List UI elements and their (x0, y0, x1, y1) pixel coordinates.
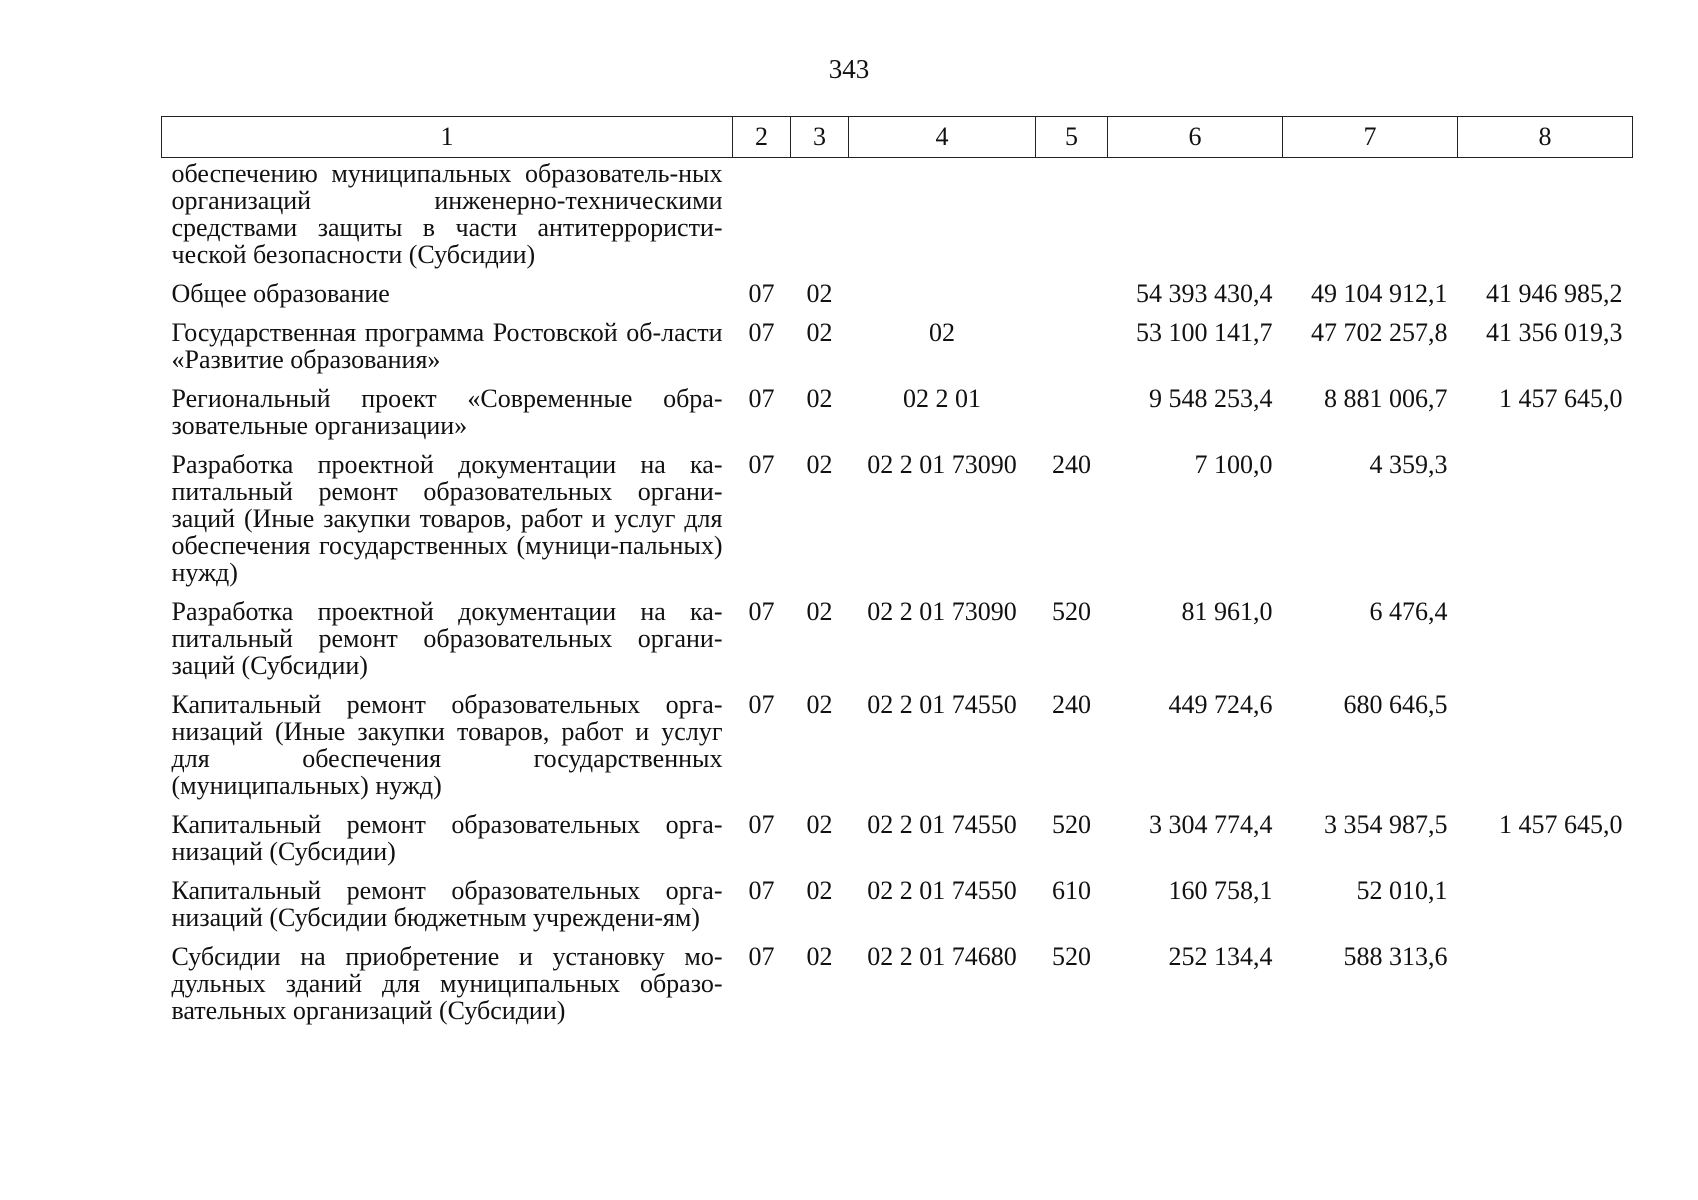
table-row (162, 598, 1633, 691)
cell-name: Капитальный ремонт образовательных орга-низаций (Субсидии бюджетным учреждени-ям) (171, 876, 723, 932)
cell-name: Разработка проектной документации на ка-питальный ремонт образовательных органи-заций (Субсидии) (171, 597, 723, 680)
cell-amount-col6: 252 134,4 (1168, 942, 1273, 971)
cell-amount-col8 (1458, 943, 1633, 1036)
cell-amount-col7: 588 313,6 (1343, 942, 1448, 971)
cell-expense-type: 520 (1052, 810, 1091, 839)
cell-subsection: 02 (806, 384, 833, 413)
table-row (162, 943, 1633, 1036)
cell-section: 07 (748, 450, 775, 479)
cell-amount-col7: 52 010,1 (1356, 876, 1448, 905)
cell-target-article: 02 2 01 74550 (867, 876, 1017, 905)
cell-expense-type (1036, 385, 1108, 451)
cell-subsection: 02 (806, 279, 833, 308)
cell-amount-col7: 47 702 257,8 (1311, 318, 1448, 347)
cell-name: Субсидии на приобретение и установку мо-дульных зданий для муниципальных образо-вательных организаций (Субсидии) (171, 942, 723, 1025)
cell-target-article: 02 2 01 74550 (867, 690, 1017, 719)
cell-amount-col6: 449 724,6 (1168, 690, 1273, 719)
cell-amount-col8: 1 457 645,0 (1499, 384, 1623, 413)
cell-amount-col6: 7 100,0 (1194, 450, 1273, 479)
table-row (162, 811, 1633, 877)
cell-subsection: 02 (806, 876, 833, 905)
cell-amount-col6: 81 961,0 (1181, 597, 1273, 626)
cell-amount-col7: 49 104 912,1 (1311, 279, 1448, 308)
header-col-6: 6 (1108, 117, 1283, 158)
cell-amount-col7: 8 881 006,7 (1324, 384, 1448, 413)
cell-name: Капитальный ремонт образовательных орга-низаций (Субсидии) (171, 810, 723, 866)
cell-amount-col7: 4 359,3 (1369, 450, 1448, 479)
cell-subsection (791, 158, 849, 281)
cell-section: 07 (748, 942, 775, 971)
cell-section: 07 (748, 384, 775, 413)
header-col-3: 3 (791, 117, 849, 158)
cell-expense-type (1036, 158, 1108, 281)
cell-target-article: 02 2 01 73090 (867, 597, 1017, 626)
cell-target-article: 02 2 01 (903, 384, 981, 413)
cell-name: Общее образование (171, 279, 390, 308)
cell-amount-col8 (1458, 158, 1633, 281)
table-row (162, 691, 1633, 811)
table-row (162, 451, 1633, 598)
cell-amount-col8 (1458, 598, 1633, 691)
cell-expense-type: 610 (1052, 876, 1091, 905)
cell-section: 07 (748, 597, 775, 626)
cell-amount-col7: 680 646,5 (1343, 690, 1448, 719)
cell-amount-col8 (1458, 451, 1633, 598)
cell-target-article (849, 158, 1036, 281)
cell-amount-col6 (1108, 158, 1283, 281)
table-row (162, 877, 1633, 943)
cell-target-article: 02 2 01 74550 (867, 810, 1017, 839)
cell-amount-col8 (1458, 691, 1633, 811)
cell-section: 07 (748, 690, 775, 719)
cell-section: 07 (748, 279, 775, 308)
table-row (162, 158, 1633, 281)
cell-name: Государственная программа Ростовской об-ласти «Развитие образования» (171, 318, 723, 374)
cell-target-article: 02 2 01 74680 (867, 942, 1017, 971)
cell-subsection: 02 (806, 318, 833, 347)
cell-amount-col7: 6 476,4 (1369, 597, 1448, 626)
cell-subsection: 02 (806, 690, 833, 719)
header-col-8: 8 (1458, 117, 1633, 158)
cell-name: обеспечению муниципальных образователь-ных организаций инженерно-техническими средствами защиты в части антитеррористи-ческой безопасности (Субсидии) (171, 159, 723, 269)
cell-target-article: 02 (929, 318, 955, 347)
cell-section: 07 (748, 876, 775, 905)
cell-section: 07 (748, 810, 775, 839)
cell-expense-type (1036, 280, 1108, 319)
cell-expense-type: 240 (1052, 690, 1091, 719)
cell-subsection: 02 (806, 597, 833, 626)
cell-amount-col6: 9 548 253,4 (1149, 384, 1273, 413)
page-number: 343 (828, 54, 870, 84)
cell-target-article (849, 280, 1036, 319)
cell-amount-col7: 3 354 987,5 (1324, 810, 1448, 839)
cell-section (733, 158, 791, 281)
header-col-4: 4 (849, 117, 1036, 158)
cell-amount-col6: 54 393 430,4 (1136, 279, 1273, 308)
header-col-2: 2 (733, 117, 791, 158)
cell-name: Разработка проектной документации на ка-питальный ремонт образовательных органи-заций (Иные закупки товаров, работ и услуг для обеспечения государственных (муници-пальных) нужд) (171, 450, 723, 587)
budget-table (161, 116, 1633, 1036)
header-col-1: 1 (162, 117, 733, 158)
header-row (162, 117, 1633, 158)
cell-amount-col6: 3 304 774,4 (1149, 810, 1273, 839)
header-col-7: 7 (1283, 117, 1458, 158)
cell-amount-col8 (1458, 877, 1633, 943)
cell-expense-type (1036, 319, 1108, 385)
cell-target-article: 02 2 01 73090 (867, 450, 1017, 479)
cell-section: 07 (748, 318, 775, 347)
cell-subsection: 02 (806, 942, 833, 971)
cell-expense-type: 240 (1052, 450, 1091, 479)
cell-expense-type: 520 (1052, 942, 1091, 971)
cell-expense-type: 520 (1052, 597, 1091, 626)
table-row (162, 280, 1633, 319)
cell-amount-col6: 160 758,1 (1168, 876, 1273, 905)
cell-name: Региональный проект «Современные обра-зовательные организации» (171, 384, 723, 440)
table-header (162, 117, 1633, 158)
table-row (162, 385, 1633, 451)
cell-amount-col6: 53 100 141,7 (1136, 318, 1273, 347)
cell-name: Капитальный ремонт образовательных орга-низаций (Иные закупки товаров, работ и услуг для обеспечения государственных (муниципальных) нужд) (171, 690, 723, 800)
header-col-5: 5 (1036, 117, 1108, 158)
cell-amount-col7 (1283, 158, 1458, 281)
cell-amount-col8: 41 946 985,2 (1486, 279, 1623, 308)
table-row (162, 319, 1633, 385)
cell-subsection: 02 (806, 810, 833, 839)
table-body (162, 158, 1633, 1037)
cell-amount-col8: 1 457 645,0 (1499, 810, 1623, 839)
cell-subsection: 02 (806, 450, 833, 479)
cell-amount-col8: 41 356 019,3 (1486, 318, 1623, 347)
